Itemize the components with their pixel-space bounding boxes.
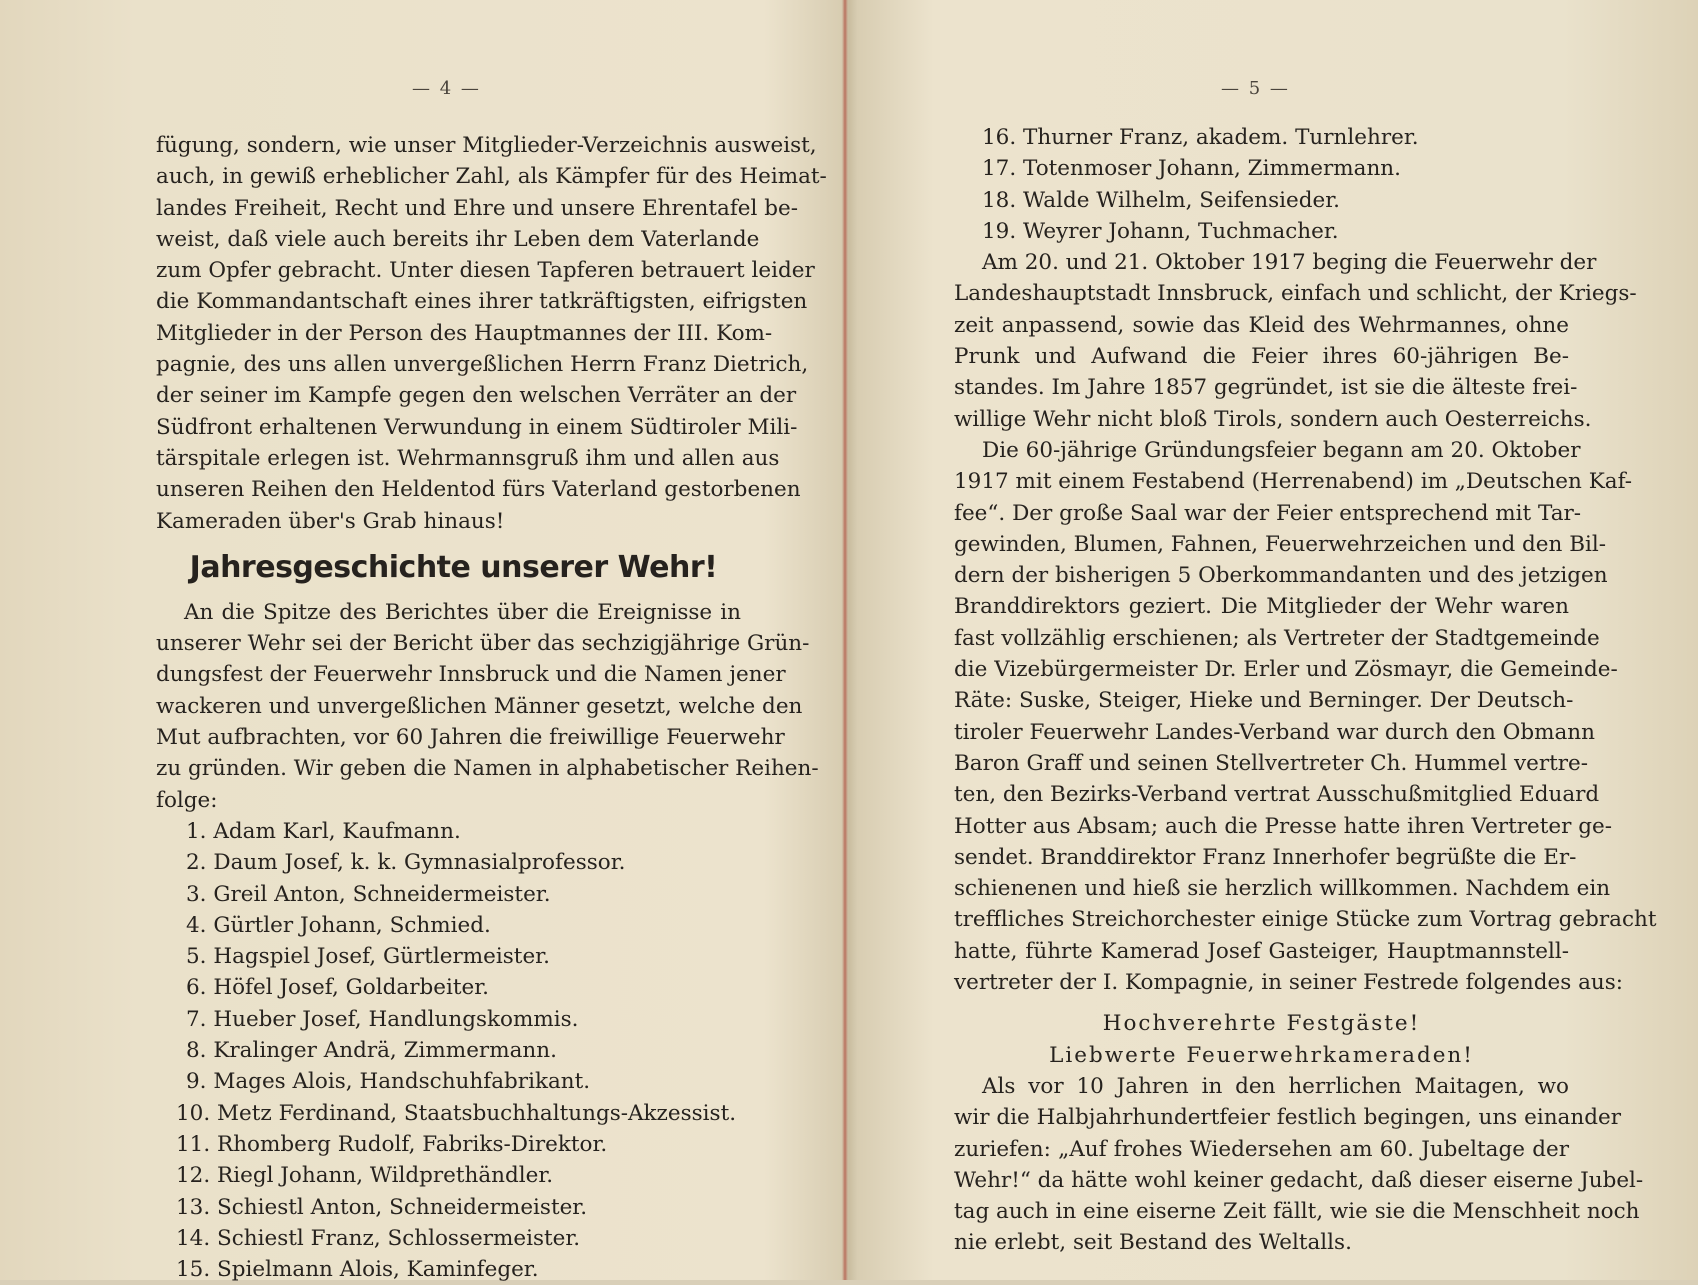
list-item: 1. Adam Karl, Kaufmann.	[186, 818, 461, 844]
text-line: standes. Im Jahre 1857 gegründet, ist sie die älteste frei-	[954, 375, 1578, 401]
list-item: 11. Rhomberg Rudolf, Fabriks-Direktor.	[176, 1131, 608, 1157]
text-line: An die Spitze des Berichtes über die Ereignisse in	[184, 599, 741, 625]
list-item: 16. Thurner Franz, akadem. Turnlehrer.	[982, 125, 1419, 150]
text-line: fast vollzählig erschienen; als Vertreter der Stadtgemeinde	[954, 625, 1600, 651]
text-line: Baron Graff und seinen Stellvertreter Ch. Hummel vertre-	[954, 750, 1589, 776]
list-item: 15. Spielmann Alois, Kaminfeger.	[176, 1257, 539, 1283]
text-line: Räte: Suske, Steiger, Hieke und Berninger. Der Deutsch-	[954, 688, 1574, 714]
text-line: fügung, sondern, wie unser Mitglieder-Verzeichnis ausweist,	[156, 133, 817, 158]
text-line: schienenen und hieß sie herzlich willkommen. Nachdem ein	[954, 876, 1611, 902]
text-line: Prunk und Aufwand die Feier ihres 60-jährigen Be-	[954, 344, 1569, 370]
text-line: tiroler Feuerwehr Landes-Verband war durch den Obmann	[954, 719, 1595, 745]
text-line: zeit anpassend, sowie das Kleid des Wehrmannes, ohne	[954, 312, 1569, 338]
left-page-text	[156, 130, 827, 1285]
list-item: 10. Metz Ferdinand, Staatsbuchhaltungs-Akzessist.	[176, 1100, 737, 1126]
founders-list	[156, 816, 741, 1285]
list-item: 19. Weyrer Johann, Tuchmacher.	[982, 218, 1339, 244]
page-number-left: — 4 —	[412, 78, 481, 99]
text-line: Branddirektors geziert. Die Mitglieder der Wehr waren	[954, 594, 1569, 620]
text-line: Die 60-jährige Gründungsfeier begann am 20. Oktober	[982, 437, 1581, 463]
text-line: folge:	[156, 787, 218, 813]
text-line: Hotter aus Absam; auch die Presse hatte ihren Vertreter ge-	[954, 813, 1612, 839]
text-line: weist, daß viele auch bereits ihr Leben dem Vaterlande	[156, 226, 760, 252]
left-page	[0, 0, 843, 1283]
text-line: dungsfest der Feuerwehr Innsbruck und die Namen jener	[156, 662, 786, 688]
page-number-right: — 5 —	[1221, 78, 1290, 99]
text-line: Mitglieder in der Person des Hauptmannes der III. Kom-	[156, 320, 773, 346]
text-line: zum Opfer gebracht. Unter diesen Tapferen betrauert leider	[156, 258, 815, 284]
left-paragraph-2	[156, 597, 819, 816]
list-item: 6. Höfel Josef, Goldarbeiter.	[186, 975, 489, 1001]
list-item: 5. Hagspiel Josef, Gürtlermeister.	[186, 944, 550, 970]
text-line: fee“. Der große Saal war der Feier entsprechend mit Tar-	[954, 500, 1582, 526]
text-line: zu gründen. Wir geben die Namen in alphabetischer Reihen-	[156, 756, 819, 782]
list-item: 13. Schiestl Anton, Schneidermeister.	[176, 1194, 588, 1220]
text-line: hatte, führte Kamerad Josef Gasteiger, Hauptmannstell-	[954, 938, 1569, 964]
text-line: vertreter der I. Kompagnie, in seiner Festrede folgendes aus:	[954, 970, 1624, 996]
text-line: Kameraden über's Grab hinaus!	[156, 508, 505, 534]
text-line: ten, den Bezirks-Verband vertrat Ausschußmitglied Eduard	[954, 782, 1600, 808]
text-line: nie erlebt, seit Bestand des Weltalls.	[954, 1230, 1352, 1256]
text-line: tag auch in eine eiserne Zeit fällt, wie sie die Menschheit noch	[954, 1199, 1640, 1225]
list-item: 2. Daum Josef, k. k. Gymnasialprofessor.	[186, 850, 626, 876]
right-paragraph-2	[954, 1071, 1644, 1259]
text-line: treffliches Streichorchester einige Stücke zum Vortrag gebracht	[954, 907, 1657, 933]
list-item: 14. Schiestl Franz, Schlossermeister.	[176, 1225, 581, 1251]
text-line: unserer Wehr sei der Bericht über das sechzigjährige Grün-	[156, 631, 810, 657]
text-line: wir die Halbjahrhundertfeier festlich begingen, uns einander	[954, 1105, 1621, 1131]
greeting-line: Hochverehrte Festgäste!	[1102, 1011, 1421, 1037]
text-line: Landeshauptstadt Innsbruck, einfach und schlicht, der Kriegs-	[954, 281, 1637, 307]
text-line: wackeren und unvergeßlichen Männer gesetzt, welche den	[156, 693, 803, 719]
text-line: auch, in gewiß erheblicher Zahl, als Kämpfer für des Heimat-	[156, 164, 827, 190]
text-line: der seiner im Kampfe gegen den welschen Verräter an der	[156, 383, 797, 409]
text-line: Wehr!“ da hätte wohl keiner gedacht, daß dieser eiserne Jubel-	[954, 1167, 1644, 1193]
text-line: zuriefen: „Auf frohes Wiedersehen am 60. Jubeltage der	[954, 1136, 1569, 1162]
text-line: landes Freiheit, Recht und Ehre und unsere Ehrentafel be-	[156, 195, 798, 221]
right-page	[849, 0, 1698, 1280]
list-item: 8. Kralinger Andrä, Zimmermann.	[186, 1038, 557, 1064]
text-line: sendet. Branddirektor Franz Innerhofer begrüßte die Er-	[954, 844, 1577, 870]
text-line: unseren Reihen den Heldentod fürs Vaterland gestorbenen	[156, 477, 801, 503]
text-line: dern der bisherigen 5 Oberkommandanten und des jetzigen	[954, 563, 1608, 589]
text-line: willige Wehr nicht bloß Tirols, sondern auch Oesterreichs.	[954, 406, 1592, 432]
text-line: pagnie, des uns allen unvergeßlichen Herrn Franz Dietrich,	[156, 352, 809, 378]
text-line: Als vor 10 Jahren in den herrlichen Maitagen, wo	[982, 1073, 1569, 1099]
greeting-line: Liebwerte Feuerwehrkameraden!	[1049, 1042, 1474, 1068]
left-paragraph-1	[156, 130, 827, 537]
right-paragraph-1	[954, 247, 1657, 998]
speech-greeting	[954, 1008, 1569, 1071]
text-line: Südfront erhaltenen Verwundung in einem Südtiroler Mili-	[156, 414, 798, 440]
list-item: 17. Totenmoser Johann, Zimmermann.	[982, 156, 1401, 182]
text-line: die Vizebürgermeister Dr. Erler und Zösmayr, die Gemeinde-	[954, 657, 1618, 683]
list-item: 12. Riegl Johann, Wildprethändler.	[176, 1163, 554, 1189]
list-item: 7. Hueber Josef, Handlungskommis.	[186, 1006, 579, 1032]
text-line: 1917 mit einem Festabend (Herrenabend) im „Deutschen Kaf-	[954, 469, 1633, 495]
text-line: Mut aufbrachten, vor 60 Jahren die freiwillige Feuerwehr	[156, 725, 785, 751]
text-line: die Kommandantschaft eines ihrer tatkräftigsten, eifrigsten	[156, 289, 808, 315]
right-page-text	[954, 122, 1657, 1259]
text-line: Am 20. und 21. Oktober 1917 beging die Feuerwehr der	[982, 250, 1597, 276]
list-item: 18. Walde Wilhelm, Seifensieder.	[982, 187, 1340, 213]
text-line: gewinden, Blumen, Fahnen, Feuerwehrzeichen und den Bil-	[954, 531, 1607, 557]
list-item: 3. Greil Anton, Schneidermeister.	[186, 881, 551, 907]
section-heading: Jahresgeschichte unserer Wehr!	[189, 549, 718, 585]
list-item: 4. Gürtler Johann, Schmied.	[186, 912, 491, 938]
text-line: tärspitale erlegen ist. Wehrmannsgruß ihm und allen aus	[156, 445, 780, 471]
list-item: 9. Mages Alois, Handschuhfabrikant.	[186, 1069, 591, 1095]
founders-list-continued	[954, 122, 1569, 247]
